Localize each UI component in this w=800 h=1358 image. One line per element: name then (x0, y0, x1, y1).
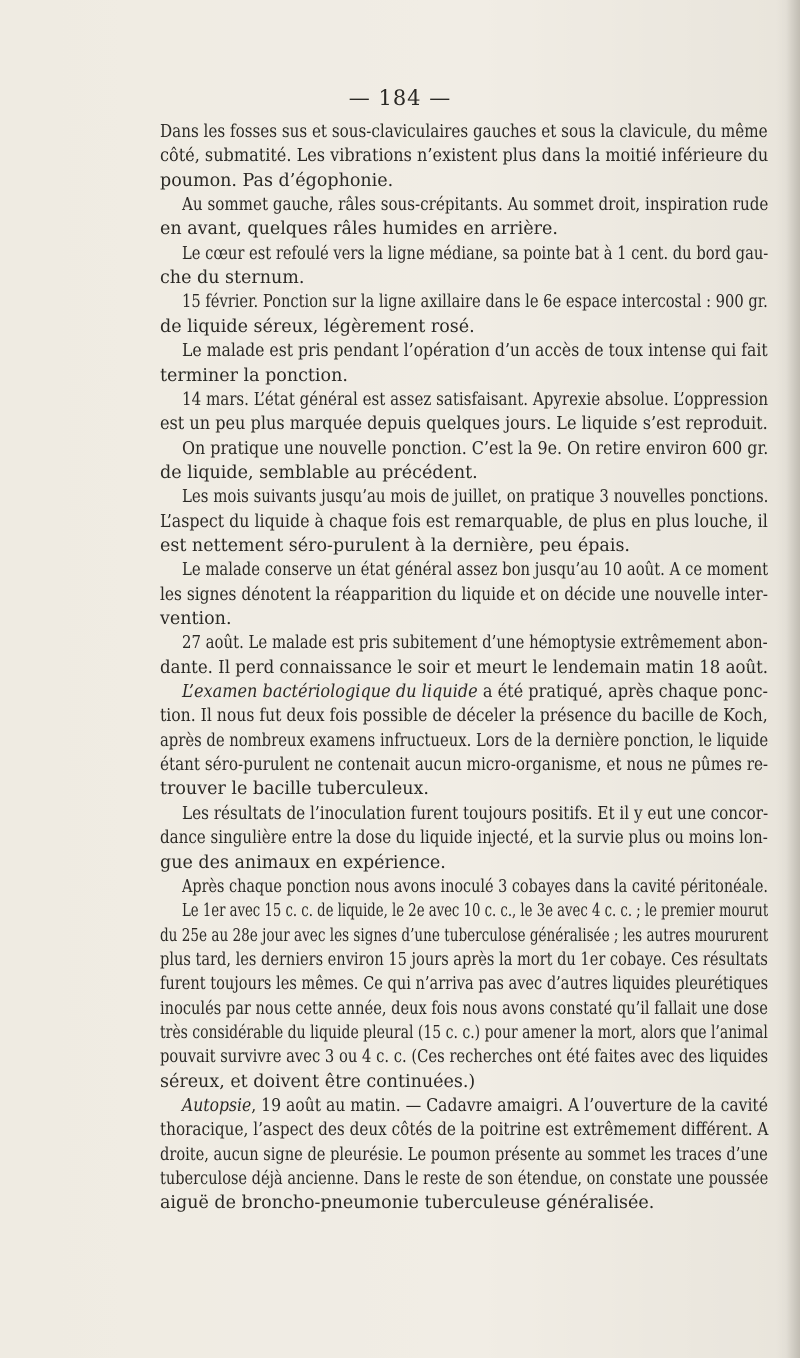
text-line (160, 1072, 475, 1092)
text-line (160, 146, 768, 166)
text-line-content: Au sommet gauche, râles sous-crépitants. Au sommet droit, inspiration rude (182, 195, 769, 216)
text-line-content: de liquide séreux, légèrement rosé. (160, 316, 475, 337)
text-line (160, 828, 768, 848)
text-line-content: Le malade conserve un état général assez bon jusqu’au 10 août. A ce moment (182, 560, 769, 581)
text-line-content: Les mois suivants jusqu’au mois de juillet, on pratique 3 nouvelles ponctions. (182, 487, 769, 508)
text-line-content: On pratique une nouvelle ponction. C’est la 9e. On retire environ 600 gr. (182, 438, 769, 459)
text-line-content: les signes dénotent la réapparition du liquide et on décide une nouvelle inter- (160, 584, 768, 605)
text-line (182, 633, 768, 653)
text-line-content: 15 février. Ponction sur la ligne axillaire dans le 6e espace intercostal : 900 gr. (182, 292, 768, 313)
text-line-content: trouver le bacille tuberculeux. (160, 779, 429, 800)
italic-heading: L’examen bactériologique du liquide (182, 682, 478, 703)
text-line (160, 1120, 768, 1140)
text-line (182, 901, 768, 921)
text-line (160, 731, 768, 751)
text-line-content: du 25e au 28e jour avec les signes d’une tuberculose généralisée ; les autres moururent (160, 925, 769, 946)
text-line-content: en avant, quelques râles humides en arrière. (160, 219, 558, 240)
text-line (160, 414, 768, 434)
text-line (160, 1193, 654, 1213)
text-line-content: côté, submatité. Les vibrations n’existent plus dans la moitié inférieure du (160, 146, 769, 167)
page-number: — 184 — (348, 86, 452, 110)
text-line-content: Le cœur est refoulé vers la ligne médiane, sa pointe bat à 1 cent. du bord gau- (182, 243, 769, 264)
text-line (160, 974, 768, 994)
text-line-content: tuberculose déjà ancienne. Dans le reste de son étendue, on constate une poussée (160, 1169, 769, 1190)
text-line (182, 390, 768, 410)
text-line (182, 877, 768, 897)
text-line (182, 341, 768, 361)
text-line (182, 682, 768, 702)
text-line-content: après de nombreux examens infructueux. Lors de la dernière ponction, le liquide (160, 730, 769, 751)
text-line-content: droite, aucun signe de pleurésie. Le poumon présente au sommet les traces d’une (160, 1144, 768, 1165)
text-line (160, 536, 630, 556)
text-line (160, 512, 768, 532)
text-line (160, 1169, 768, 1189)
text-line-content: poumon. Pas d’égophonie. (160, 170, 394, 191)
text-line (160, 999, 768, 1019)
text-line (182, 439, 768, 459)
text-line-content: Après chaque ponction nous avons inoculé 3 cobayes dans la cavité péritonéale. (182, 876, 768, 897)
text-line (160, 706, 768, 726)
text-line-content: , 19 août au matin. — Cadavre amaigri. A l’ouverture de la cavité (251, 1096, 768, 1116)
text-line-content: est un peu plus marquée depuis quelques jours. Le liquide s’est reproduit. (160, 414, 768, 435)
page-edge-shadow (786, 0, 800, 1358)
text-line-content: aiguë de broncho-pneumonie tuberculeuse généralisée. (160, 1193, 655, 1214)
text-line (160, 463, 478, 483)
text-line (160, 658, 768, 678)
text-line-content: vention. (160, 609, 232, 629)
italic-heading: Autopsie (182, 1096, 252, 1116)
text-line (182, 804, 768, 824)
text-line (160, 1023, 768, 1043)
text-line-content: séreux, et doivent être continuées.) (160, 1071, 476, 1092)
text-line (160, 755, 768, 775)
text-line-content: Le 1er avec 15 c. c. de liquide, le 2e avec 10 c. c., le 3e avec 4 c. c. ; le premier mourut (182, 901, 769, 922)
text-line (160, 268, 304, 288)
text-line (160, 317, 475, 337)
text-line-content: che du sternum. (160, 268, 305, 289)
text-line (182, 1096, 768, 1116)
text-line-content: étant séro-purulent ne contenait aucun micro-organisme, et nous ne pûmes re- (160, 755, 769, 776)
text-line (182, 560, 768, 580)
text-line (182, 487, 768, 507)
text-line (160, 171, 393, 191)
text-line-content: a été pratiqué, après chaque ponc- (482, 682, 768, 703)
text-line-content: gue des animaux en expérience. (160, 852, 446, 873)
text-line-content: dante. Il perd connaissance le soir et meurt le lendemain matin 18 août. (160, 657, 769, 678)
text-line-content: 27 août. Le malade est pris subitement d’une hémoptysie extrêmement abon- (182, 633, 768, 654)
text-line (182, 292, 768, 312)
text-line-content: est nettement séro-purulent à la dernière, peu épais. (160, 535, 630, 556)
text-line (160, 366, 348, 386)
text-line-content: très considérable du liquide pleural (15 c. c.) pour amener la mort, alors que l’animal (160, 1022, 768, 1043)
text-line (160, 926, 768, 946)
text-line (160, 950, 768, 970)
text-line-content: inoculés par nous cette année, deux fois nous avons constaté qu’il fallait une dose (160, 998, 768, 1019)
text-line (160, 779, 429, 799)
text-line (160, 1047, 768, 1067)
text-line-content: L’aspect du liquide à chaque fois est remarquable, de plus en plus louche, il (160, 511, 768, 532)
text-line-content: Le malade est pris pendant l’opération d’un accès de toux intense qui fait (182, 341, 768, 362)
text-line-content: Dans les fosses sus et sous-claviculaires gauches et sous la clavicule, du même (160, 122, 768, 142)
text-line (182, 195, 768, 215)
text-line-content: de liquide, semblable au précédent. (160, 462, 478, 483)
text-line-content: terminer la ponction. (160, 365, 348, 386)
text-line (160, 219, 558, 239)
text-line (160, 609, 232, 629)
text-line-content: pouvait survivre avec 3 ou 4 c. c. (Ces recherches ont été faites avec des liquides (160, 1047, 769, 1068)
text-line-content: dance singulière entre la dose du liquide injecté, et la survie plus ou moins lon- (160, 828, 768, 849)
text-line-content: 14 mars. L’état général est assez satisfaisant. Apyrexie absolue. L’oppression (182, 389, 769, 410)
text-line-content: plus tard, les derniers environ 15 jours après la mort du 1er cobaye. Ces résultats (160, 949, 768, 970)
text-line (182, 244, 768, 264)
text-line-content: thoracique, l’aspect des deux côtés de la poitrine est extrêmement différent. A (160, 1120, 769, 1141)
text-line (160, 585, 768, 605)
text-line (160, 853, 446, 873)
text-line (160, 1145, 768, 1165)
text-line-content: tion. Il nous fut deux fois possible de déceler la présence du bacille de Koch, (160, 706, 768, 727)
text-line-content: furent toujours les mêmes. Ce qui n’arriva pas avec d’autres liquides pleurétiques (160, 974, 769, 995)
text-line-content: Les résultats de l’inoculation furent toujours positifs. Et il y eut une concor- (182, 803, 769, 824)
text-line (160, 122, 768, 142)
